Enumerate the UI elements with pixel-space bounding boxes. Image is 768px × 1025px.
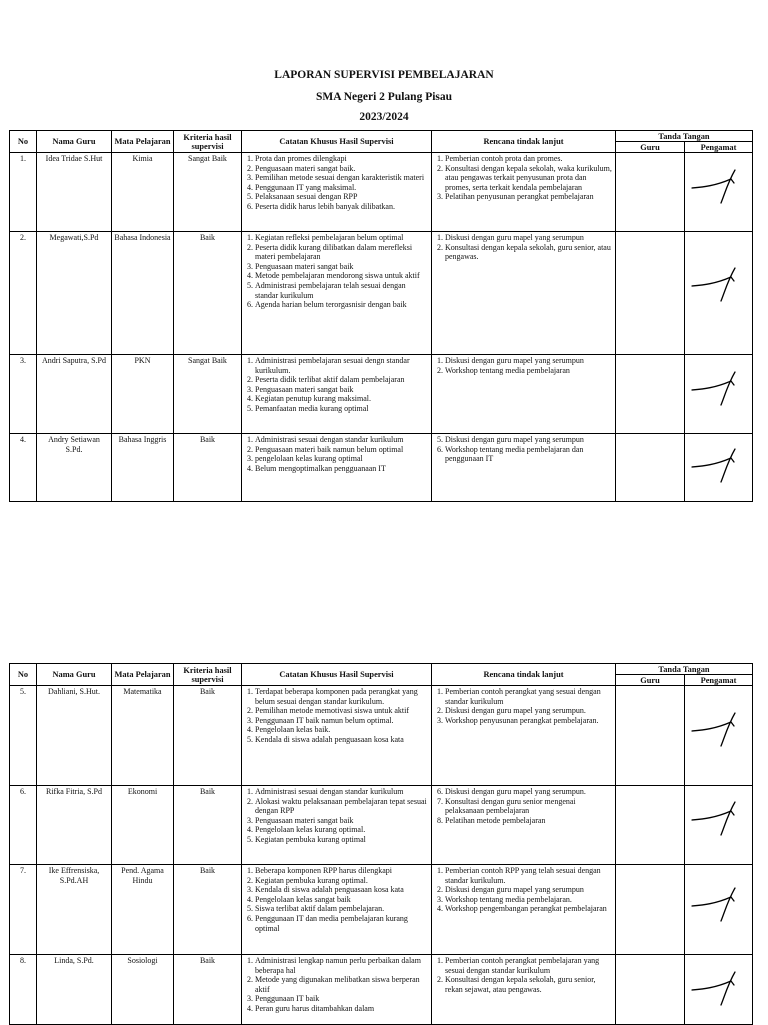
row-number: 1.: [10, 153, 37, 232]
table-row: [10, 232, 753, 355]
pengamat-signature-cell: [685, 153, 753, 232]
header-no: No: [10, 131, 37, 153]
catatan-list-item: 2. Penguasaan materi sangat baik.: [255, 164, 429, 174]
rencana-list-item: 3. Workshop tentang media pembelajaran.: [445, 895, 613, 905]
pengamat-signature: [691, 799, 737, 837]
criteria-value: Baik: [174, 232, 242, 355]
catatan-list-item: 4. Penggunaan IT yang maksimal.: [255, 183, 429, 193]
rencana-list: [434, 787, 613, 825]
catatan-list-cell: [242, 686, 432, 786]
rencana-list-item: 2. Diskusi dengan guru mapel yang serumpun.: [445, 706, 613, 716]
teacher-name: Rifka Fitria, S.Pd: [37, 786, 112, 865]
guru-signature-cell: [616, 434, 685, 502]
catatan-list: [244, 154, 429, 212]
rencana-list-item: 2. Konsultasi dengan kepala sekolah, waka kurikulum, atau pengawas terkait penyusunan prota dan promes, serta terkait kendala pembelajaran: [445, 164, 613, 193]
criteria-value: Baik: [174, 686, 242, 786]
pengamat-signature-cell: [685, 434, 753, 502]
pengamat-signature-cell: [685, 232, 753, 355]
supervision-table-1: [9, 130, 753, 502]
pengamat-signature: [691, 265, 737, 303]
rencana-list: [434, 687, 613, 725]
subject-name: Ekonomi: [112, 786, 174, 865]
catatan-list-item: 5. Pelaksanaan sesuai dengan RPP: [255, 192, 429, 202]
table-row: [10, 786, 753, 865]
rencana-list: [434, 435, 613, 464]
criteria-value: Baik: [174, 955, 242, 1025]
subject-name: Kimia: [112, 153, 174, 232]
catatan-list-item: 5. Pemanfaatan media kurang optimal: [255, 404, 429, 414]
rencana-list-item: 2. Konsultasi dengan kepala sekolah, guru senior, atau pengawas.: [445, 243, 613, 262]
header-tanda-tangan: Tanda Tangan: [616, 664, 753, 675]
table-row: [10, 355, 753, 434]
guru-signature-cell: [616, 232, 685, 355]
header-kriteria: Kriteria hasil supervisi: [174, 664, 242, 686]
catatan-list-item: 4. Belum mengoptimalkan pengguanaan IT: [255, 464, 429, 474]
pengamat-signature: [691, 710, 737, 748]
criteria-value: Baik: [174, 434, 242, 502]
rencana-list-item: 5. Diskusi dengan guru mapel yang serumpun: [445, 435, 613, 445]
catatan-list-item: 3. Penguasaan materi sangat baik: [255, 816, 429, 826]
catatan-list-item: 4. Pengelolaan kelas sangat baik: [255, 895, 429, 905]
pengamat-signature-cell: [685, 865, 753, 955]
catatan-list: [244, 866, 429, 933]
pengamat-signature-cell: [685, 955, 753, 1025]
teacher-name: Andry Setiawan S.Pd.: [37, 434, 112, 502]
rencana-list-item: 2. Konsultasi dengan kepala sekolah, guru senior, rekan sejawat, atau pengawas.: [445, 975, 613, 994]
criteria-value: Baik: [174, 865, 242, 955]
header-mata-pelajaran: Mata Pelajaran: [112, 131, 174, 153]
catatan-list-item: 3. Kendala di siswa adalah penguasaan kosa kata: [255, 885, 429, 895]
catatan-list-item: 4. Kegiatan penutup kurang maksimal.: [255, 394, 429, 404]
header-pengamat: Pengamat: [685, 142, 753, 153]
catatan-list: [244, 435, 429, 473]
rencana-list-item: 6. Diskusi dengan guru mapel yang serumpun.: [445, 787, 613, 797]
catatan-list-cell: [242, 955, 432, 1025]
catatan-list-item: 4. Pengelolaan kelas kurang optimal.: [255, 825, 429, 835]
rencana-list-item: 7. Konsultasi dengan guru senior mengenai pelaksanaan pembelajaran: [445, 797, 613, 816]
report-title-school: SMA Negeri 2 Pulang Pisau: [315, 91, 453, 103]
rencana-list-item: 3. Workshop penyusunan perangkat pembelajaran.: [445, 716, 613, 726]
catatan-list-item: 5. Kegiatan pembuka kurang optimal: [255, 835, 429, 845]
catatan-list-item: 1. Prota dan promes dilengkapi: [255, 154, 429, 164]
row-number: 7.: [10, 865, 37, 955]
teacher-name: Megawati,S.Pd: [37, 232, 112, 355]
pengamat-signature: [691, 369, 737, 407]
subject-name: Sosiologi: [112, 955, 174, 1025]
guru-signature-cell: [616, 955, 685, 1025]
catatan-list-item: 5. Administrasi pembelajaran telah sesuai dengan standar kurikulum: [255, 281, 429, 300]
supervision-table-2: [9, 663, 753, 1025]
pengamat-signature: [691, 969, 737, 1007]
rencana-list-cell: [432, 686, 616, 786]
guru-signature-cell: [616, 686, 685, 786]
rencana-list-item: 6. Workshop tentang media pembelajaran dan penggunaan IT: [445, 445, 613, 464]
rencana-list-item: 8. Pelatihan metode pembelajaran: [445, 816, 613, 826]
teacher-name: Idea Tridae S.Hut: [37, 153, 112, 232]
rencana-list-item: 1. Pemberian contoh perangkat yang sesuai dengan standar kurikulum: [445, 687, 613, 706]
rencana-list-item: 1. Pemberian contoh RPP yang telah sesuai dengan standar kurikulum.: [445, 866, 613, 885]
header-rencana: Rencana tindak lanjut: [432, 131, 616, 153]
report-title-year: 2023/2024: [359, 111, 409, 123]
catatan-list-item: 3. Penguasaan materi sangat baik: [255, 262, 429, 272]
rencana-list-item: 1. Pemberian contoh prota dan promes.: [445, 154, 613, 164]
subject-name: Bahasa Indonesia: [112, 232, 174, 355]
catatan-list-item: 5. Siswa terlibat aktif dalam pembelajaran.: [255, 904, 429, 914]
table-row: [10, 955, 753, 1025]
subject-name: PKN: [112, 355, 174, 434]
rencana-list-item: 1. Diskusi dengan guru mapel yang serumpun: [445, 356, 613, 366]
pengamat-signature: [691, 446, 737, 484]
rencana-list-item: 3. Pelatihan penyusunan perangkat pembelajaran: [445, 192, 613, 202]
rencana-list-cell: [432, 153, 616, 232]
row-number: 4.: [10, 434, 37, 502]
catatan-list-item: 4. Pengelolaan kelas baik.: [255, 725, 429, 735]
catatan-list-item: 6. Peserta didik harus lebih banyak dilibatkan.: [255, 202, 429, 212]
table-row: [10, 686, 753, 786]
header-guru: Guru: [616, 142, 685, 153]
catatan-list-cell: [242, 355, 432, 434]
catatan-list-item: 6. Agenda harian belum terorgasnisir dengan baik: [255, 300, 429, 310]
catatan-list-cell: [242, 434, 432, 502]
pengamat-signature: [691, 885, 737, 923]
catatan-list-item: 2. Metode yang digunakan melibatkan siswa berperan aktif: [255, 975, 429, 994]
catatan-list-cell: [242, 786, 432, 865]
catatan-list-item: 6. Penggunaan IT dan media pembelajaran kurang optimal: [255, 914, 429, 933]
catatan-list-item: 3. pengelolaan kelas kurang optimal: [255, 454, 429, 464]
rencana-list: [434, 233, 613, 262]
catatan-list-item: 1. Terdapat beberapa komponen pada perangkat yang belum sesuai dengan standar kurikulum.: [255, 687, 429, 706]
header-rencana: Rencana tindak lanjut: [432, 664, 616, 686]
catatan-list-item: 1. Beberapa komponen RPP harus dilengkapi: [255, 866, 429, 876]
catatan-list: [244, 356, 429, 414]
catatan-list: [244, 956, 429, 1014]
catatan-list-item: 4. Metode pembelajaran mendorong siswa untuk aktif: [255, 271, 429, 281]
catatan-list-cell: [242, 232, 432, 355]
catatan-list: [244, 787, 429, 845]
header-no: No: [10, 664, 37, 686]
catatan-list-item: 1. Administrasi lengkap namun perlu perbaikan dalam beberapa hal: [255, 956, 429, 975]
row-number: 5.: [10, 686, 37, 786]
catatan-list-item: 2. Peserta didik kurang dilibatkan dalam merefleksi materi pembelajaran: [255, 243, 429, 262]
rencana-list-item: 2. Workshop tentang media pembelajaran: [445, 366, 613, 376]
catatan-list-item: 1. Administrasi pembelajaran sesuai dengn standar kurikulum.: [255, 356, 429, 375]
rencana-list-cell: [432, 434, 616, 502]
header-guru: Guru: [616, 675, 685, 686]
teacher-name: Andri Saputra, S.Pd: [37, 355, 112, 434]
header-catatan: Catatan Khusus Hasil Supervisi: [242, 131, 432, 153]
header-nama-guru: Nama Guru: [37, 131, 112, 153]
row-number: 8.: [10, 955, 37, 1025]
catatan-list-item: 1. Kegiatan refleksi pembelajaran belum optimal: [255, 233, 429, 243]
catatan-list-item: 2. Penguasaan materi baik namun belum optimal: [255, 445, 429, 455]
catatan-list-cell: [242, 153, 432, 232]
rencana-list-item: 1. Pemberian contoh perangkat pembelajaran yang sesuai dengan standar kurikulum: [445, 956, 613, 975]
subject-name: Matematika: [112, 686, 174, 786]
rencana-list-cell: [432, 355, 616, 434]
guru-signature-cell: [616, 865, 685, 955]
subject-name: Pend. Agama Hindu: [112, 865, 174, 955]
row-number: 2.: [10, 232, 37, 355]
header-mata-pelajaran: Mata Pelajaran: [112, 664, 174, 686]
guru-signature-cell: [616, 153, 685, 232]
catatan-list-item: 3. Pemilihan metode sesuai dengan karakteristik materi: [255, 173, 429, 183]
pengamat-signature-cell: [685, 786, 753, 865]
catatan-list-item: 3. Penguasaan materi sangat baik: [255, 385, 429, 395]
pengamat-signature-cell: [685, 355, 753, 434]
catatan-list: [244, 687, 429, 745]
pengamat-signature-cell: [685, 686, 753, 786]
table-row: [10, 865, 753, 955]
rencana-list-cell: [432, 786, 616, 865]
header-nama-guru: Nama Guru: [37, 664, 112, 686]
rencana-list-item: 4. Workshop pengembangan perangkat pembelajaran: [445, 904, 613, 914]
report-title-line1: LAPORAN SUPERVISI PEMBELAJARAN: [274, 69, 494, 81]
rencana-list-item: 1. Diskusi dengan guru mapel yang serumpun: [445, 233, 613, 243]
rencana-list: [434, 154, 613, 202]
catatan-list-item: 1. Administrasi sesuai dengan standar kurikulum: [255, 435, 429, 445]
header-catatan: Catatan Khusus Hasil Supervisi: [242, 664, 432, 686]
rencana-list: [434, 956, 613, 994]
pengamat-signature: [691, 167, 737, 205]
row-number: 3.: [10, 355, 37, 434]
criteria-value: Sangat Baik: [174, 355, 242, 434]
catatan-list: [244, 233, 429, 310]
header-kriteria: Kriteria hasil supervisi: [174, 131, 242, 153]
teacher-name: Linda, S.Pd.: [37, 955, 112, 1025]
table-row: [10, 434, 753, 502]
rencana-list-cell: [432, 955, 616, 1025]
rencana-list-item: 2. Diskusi dengan guru mapel yang serumpun: [445, 885, 613, 895]
catatan-list-item: 2. Pemilihan metode memotivasi siswa untuk aktif: [255, 706, 429, 716]
teacher-name: Ike Effrensiska, S.Pd.AH: [37, 865, 112, 955]
catatan-list-item: 3. Penggunaan IT baik: [255, 994, 429, 1004]
catatan-list-item: 3. Penggunaan IT baik namun belum optimal.: [255, 716, 429, 726]
catatan-list-item: 1. Administrasi sesuai dengan standar kurikulum: [255, 787, 429, 797]
criteria-value: Baik: [174, 786, 242, 865]
catatan-list-item: 2. Peserta didik terlibat aktif dalam pembelajaran: [255, 375, 429, 385]
header-pengamat: Pengamat: [685, 675, 753, 686]
table-row: [10, 153, 753, 232]
rencana-list: [434, 356, 613, 375]
header-tanda-tangan: Tanda Tangan: [616, 131, 753, 142]
catatan-list-cell: [242, 865, 432, 955]
subject-name: Bahasa Inggris: [112, 434, 174, 502]
criteria-value: Sangat Baik: [174, 153, 242, 232]
teacher-name: Dahliani, S.Hut.: [37, 686, 112, 786]
row-number: 6.: [10, 786, 37, 865]
catatan-list-item: 5. Kendala di siswa adalah penguasaan kosa kata: [255, 735, 429, 745]
rencana-list-cell: [432, 865, 616, 955]
catatan-list-item: 2. Alokasi waktu pelaksanaan pembelajaran tepat sesuai dengan RPP: [255, 797, 429, 816]
catatan-list-item: 2. Kegiatan pembuka kurang optimal.: [255, 876, 429, 886]
catatan-list-item: 4. Peran guru harus ditambahkan dalam: [255, 1004, 429, 1014]
rencana-list: [434, 866, 613, 914]
guru-signature-cell: [616, 355, 685, 434]
guru-signature-cell: [616, 786, 685, 865]
rencana-list-cell: [432, 232, 616, 355]
